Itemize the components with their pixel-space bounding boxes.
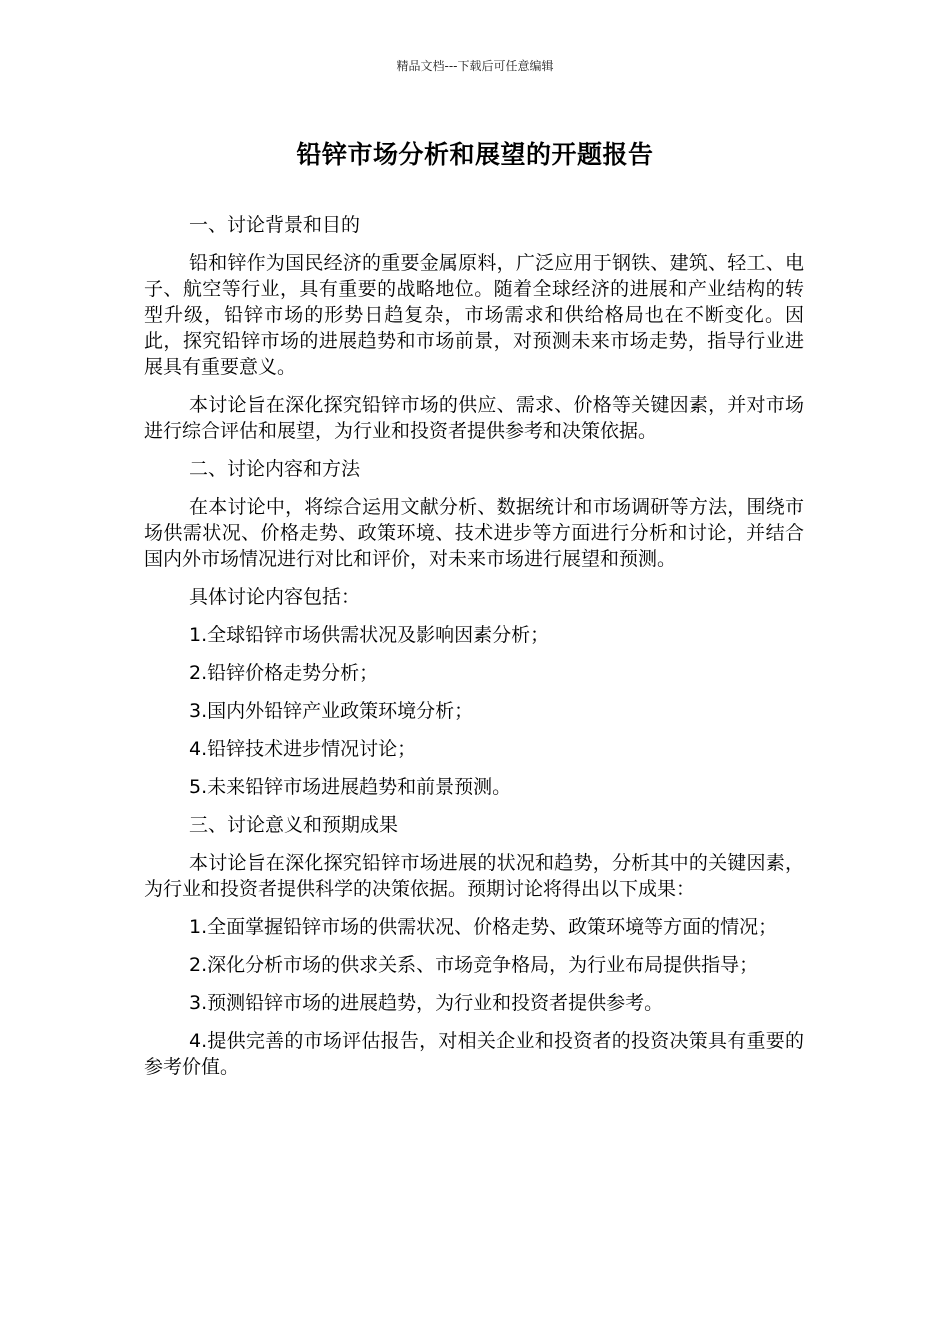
- list-item-content-4: 4.铅锌技术进步情况讨论；: [189, 738, 417, 760]
- paragraph-background: 铅和锌作为国民经济的重要金属原料，广泛应用于钢铁、建筑、轻工、电子、航空等行业，具有重要的战略地位。随着全球经济的进展和产业结构的转型升级，铅锌市场的形势日趋复杂，市场需求和供给格局也在不断变化。因此，探究铅锌市场的进展趋势和市场前景，对预测未来市场走势，指导行业进展具有重要意义。: [144, 252, 804, 378]
- paragraph-purpose: 本讨论旨在深化探究铅锌市场的供应、需求、价格等关键因素，并对市场进行综合评估和展望，为行业和投资者提供参考和决策依据。: [144, 394, 804, 442]
- paragraph-significance: 本讨论旨在深化探究铅锌市场进展的状况和趋势，分析其中的关键因素，为行业和投资者提供科学的决策依据。预期讨论将得出以下成果：: [144, 852, 804, 900]
- list-item-content-5: 5.未来铅锌市场进展趋势和前景预测。: [189, 776, 512, 798]
- section-heading-significance: 三、讨论意义和预期成果: [189, 814, 399, 836]
- list-item-content-3: 3.国内外铅锌产业政策环境分析；: [189, 700, 474, 722]
- section-heading-background: 一、讨论背景和目的: [189, 214, 361, 236]
- list-item-content-1: 1.全球铅锌市场供需状况及影响因素分析；: [189, 624, 550, 646]
- list-item-result-2: 2.深化分析市场的供求关系、市场竞争格局，为行业布局提供指导；: [189, 954, 759, 976]
- document-body: [144, 212, 804, 1092]
- paragraph-content-intro: 具体讨论内容包括：: [189, 586, 361, 608]
- page-header: 精品文档---下载后可任意编辑: [396, 59, 554, 73]
- list-item-result-1: 1.全面掌握铅锌市场的供需状况、价格走势、政策环境等方面的情况；: [189, 916, 778, 938]
- list-item-result-4: 4.提供完善的市场评估报告，对相关企业和投资者的投资决策具有重要的参考价值。: [144, 1030, 804, 1078]
- list-item-result-3: 3.预测铅锌市场的进展趋势，为行业和投资者提供参考。: [189, 992, 664, 1014]
- section-heading-content-method: 二、讨论内容和方法: [189, 458, 361, 480]
- paragraph-method: 在本讨论中，将综合运用文献分析、数据统计和市场调研等方法，围绕市场供需状况、价格走势、政策环境、技术进步等方面进行分析和讨论，并结合国内外市场情况进行对比和评价，对未来市场进行展望和预测。: [144, 496, 804, 570]
- list-item-content-2: 2.铅锌价格走势分析；: [189, 662, 379, 684]
- document-title: 铅锌市场分析和展望的开题报告: [296, 140, 654, 169]
